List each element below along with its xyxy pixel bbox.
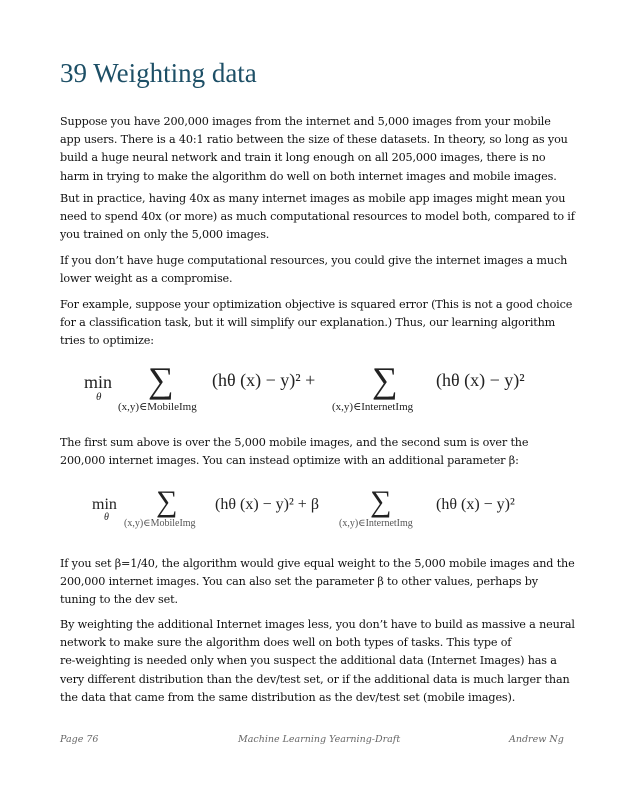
sum-subscript-mobile: (x,y)∈MobileImg: [118, 401, 197, 413]
eq-min-subscript: θ: [96, 391, 102, 403]
text-line: If you set β=1/40, the algorithm would give equal weight to the 5,000 mobile images and the: [60, 557, 575, 570]
text-line: you trained on only the 5,000 images.: [60, 228, 270, 242]
text-line: the data that came from the same distribution as the dev/test set (mobile images).: [60, 690, 516, 704]
sum-symbol: ∑: [372, 360, 398, 400]
text-line: 200,000 internet images. You can instead optimize with an additional parameter β:: [60, 454, 519, 468]
sum-subscript-mobile: (x,y)∈MobileImg: [124, 518, 196, 529]
text-line: If you don’t have huge computational resources, you could give the internet images a much: [60, 254, 568, 267]
text-line: very different distribution than the dev/test set, or if the additional data is much larger than: [60, 672, 570, 686]
paragraph-dataset-sizes: [60, 113, 570, 186]
text-line: The first sum above is over the 5,000 mobile images, and the second sum is over the: [60, 436, 529, 449]
text-line: re-weighting is needed only when you suspect the additional data (Internet Images) has a: [60, 654, 557, 668]
footer-page-number: Page 76: [60, 734, 99, 745]
paragraph-compromise: [60, 252, 570, 288]
footer-author: Andrew Ng: [509, 734, 564, 745]
text-line: 200,000 internet images. You can also set the parameter β to other values, perhaps by: [60, 575, 538, 589]
sum-symbol: ∑: [370, 485, 392, 518]
sum-subscript-internet: (x,y)∈InternetImg: [332, 401, 414, 413]
paragraph-beta-value: [60, 555, 575, 610]
section-heading: 39 Weighting data: [60, 58, 257, 88]
text-line: app users. There is a 40:1 ratio between the size of these datasets. In theory, so long as you: [60, 133, 568, 147]
equation-weighted: [60, 484, 560, 534]
text-line: tuning to the dev set.: [60, 593, 178, 607]
equation-unweighted: [60, 360, 560, 420]
text-line: lower weight as a compromise.: [60, 272, 233, 286]
sum-subscript-internet: (x,y)∈InternetImg: [339, 518, 413, 529]
text-line: For example, suppose your optimization objective is squared error (This is not a good choice: [60, 298, 573, 311]
text-line: network to make sure the algorithm does well on both types of tasks. This type of: [60, 636, 512, 650]
text-line: for a classification task, but it will simplify our explanation.) Thus, our learning algorithm: [60, 316, 556, 330]
text-line: Suppose you have 200,000 images from the internet and 5,000 images from your mobile: [60, 115, 551, 128]
eq-min-subscript: θ: [104, 512, 109, 523]
weighted-error-term: (hθ (x) − y)² + β: [215, 496, 319, 513]
paragraph-example: [60, 296, 573, 351]
squared-error-term: (hθ (x) − y)²: [436, 496, 515, 513]
squared-error-term: (hθ (x) − y)²: [436, 370, 525, 390]
text-line: tries to optimize:: [60, 334, 154, 348]
text-line: harm in trying to make the algorithm do well on both internet images and mobile images.: [60, 169, 557, 183]
paragraph-compute-cost: [60, 190, 575, 245]
paragraph-reweighting: [60, 616, 575, 707]
eq-min: min: [92, 496, 117, 513]
paragraph-beta-intro: [60, 434, 570, 470]
sum-symbol: ∑: [148, 360, 174, 400]
text-line: But in practice, having 40x as many internet images as mobile app images might mean you: [60, 192, 566, 205]
footer-book-title: Machine Learning Yearning-Draft: [238, 734, 401, 745]
text-line: need to spend 40x (or more) as much computational resources to model both, compared to if: [60, 210, 575, 224]
eq-min: min: [84, 372, 113, 392]
text-line: By weighting the additional Internet images less, you don’t have to build as massive a neural: [60, 618, 575, 631]
sum-symbol: ∑: [156, 485, 178, 518]
text-line: build a huge neural network and train it long enough on all 205,000 images, there is no: [60, 151, 546, 165]
squared-error-term: (hθ (x) − y)² +: [212, 370, 316, 390]
